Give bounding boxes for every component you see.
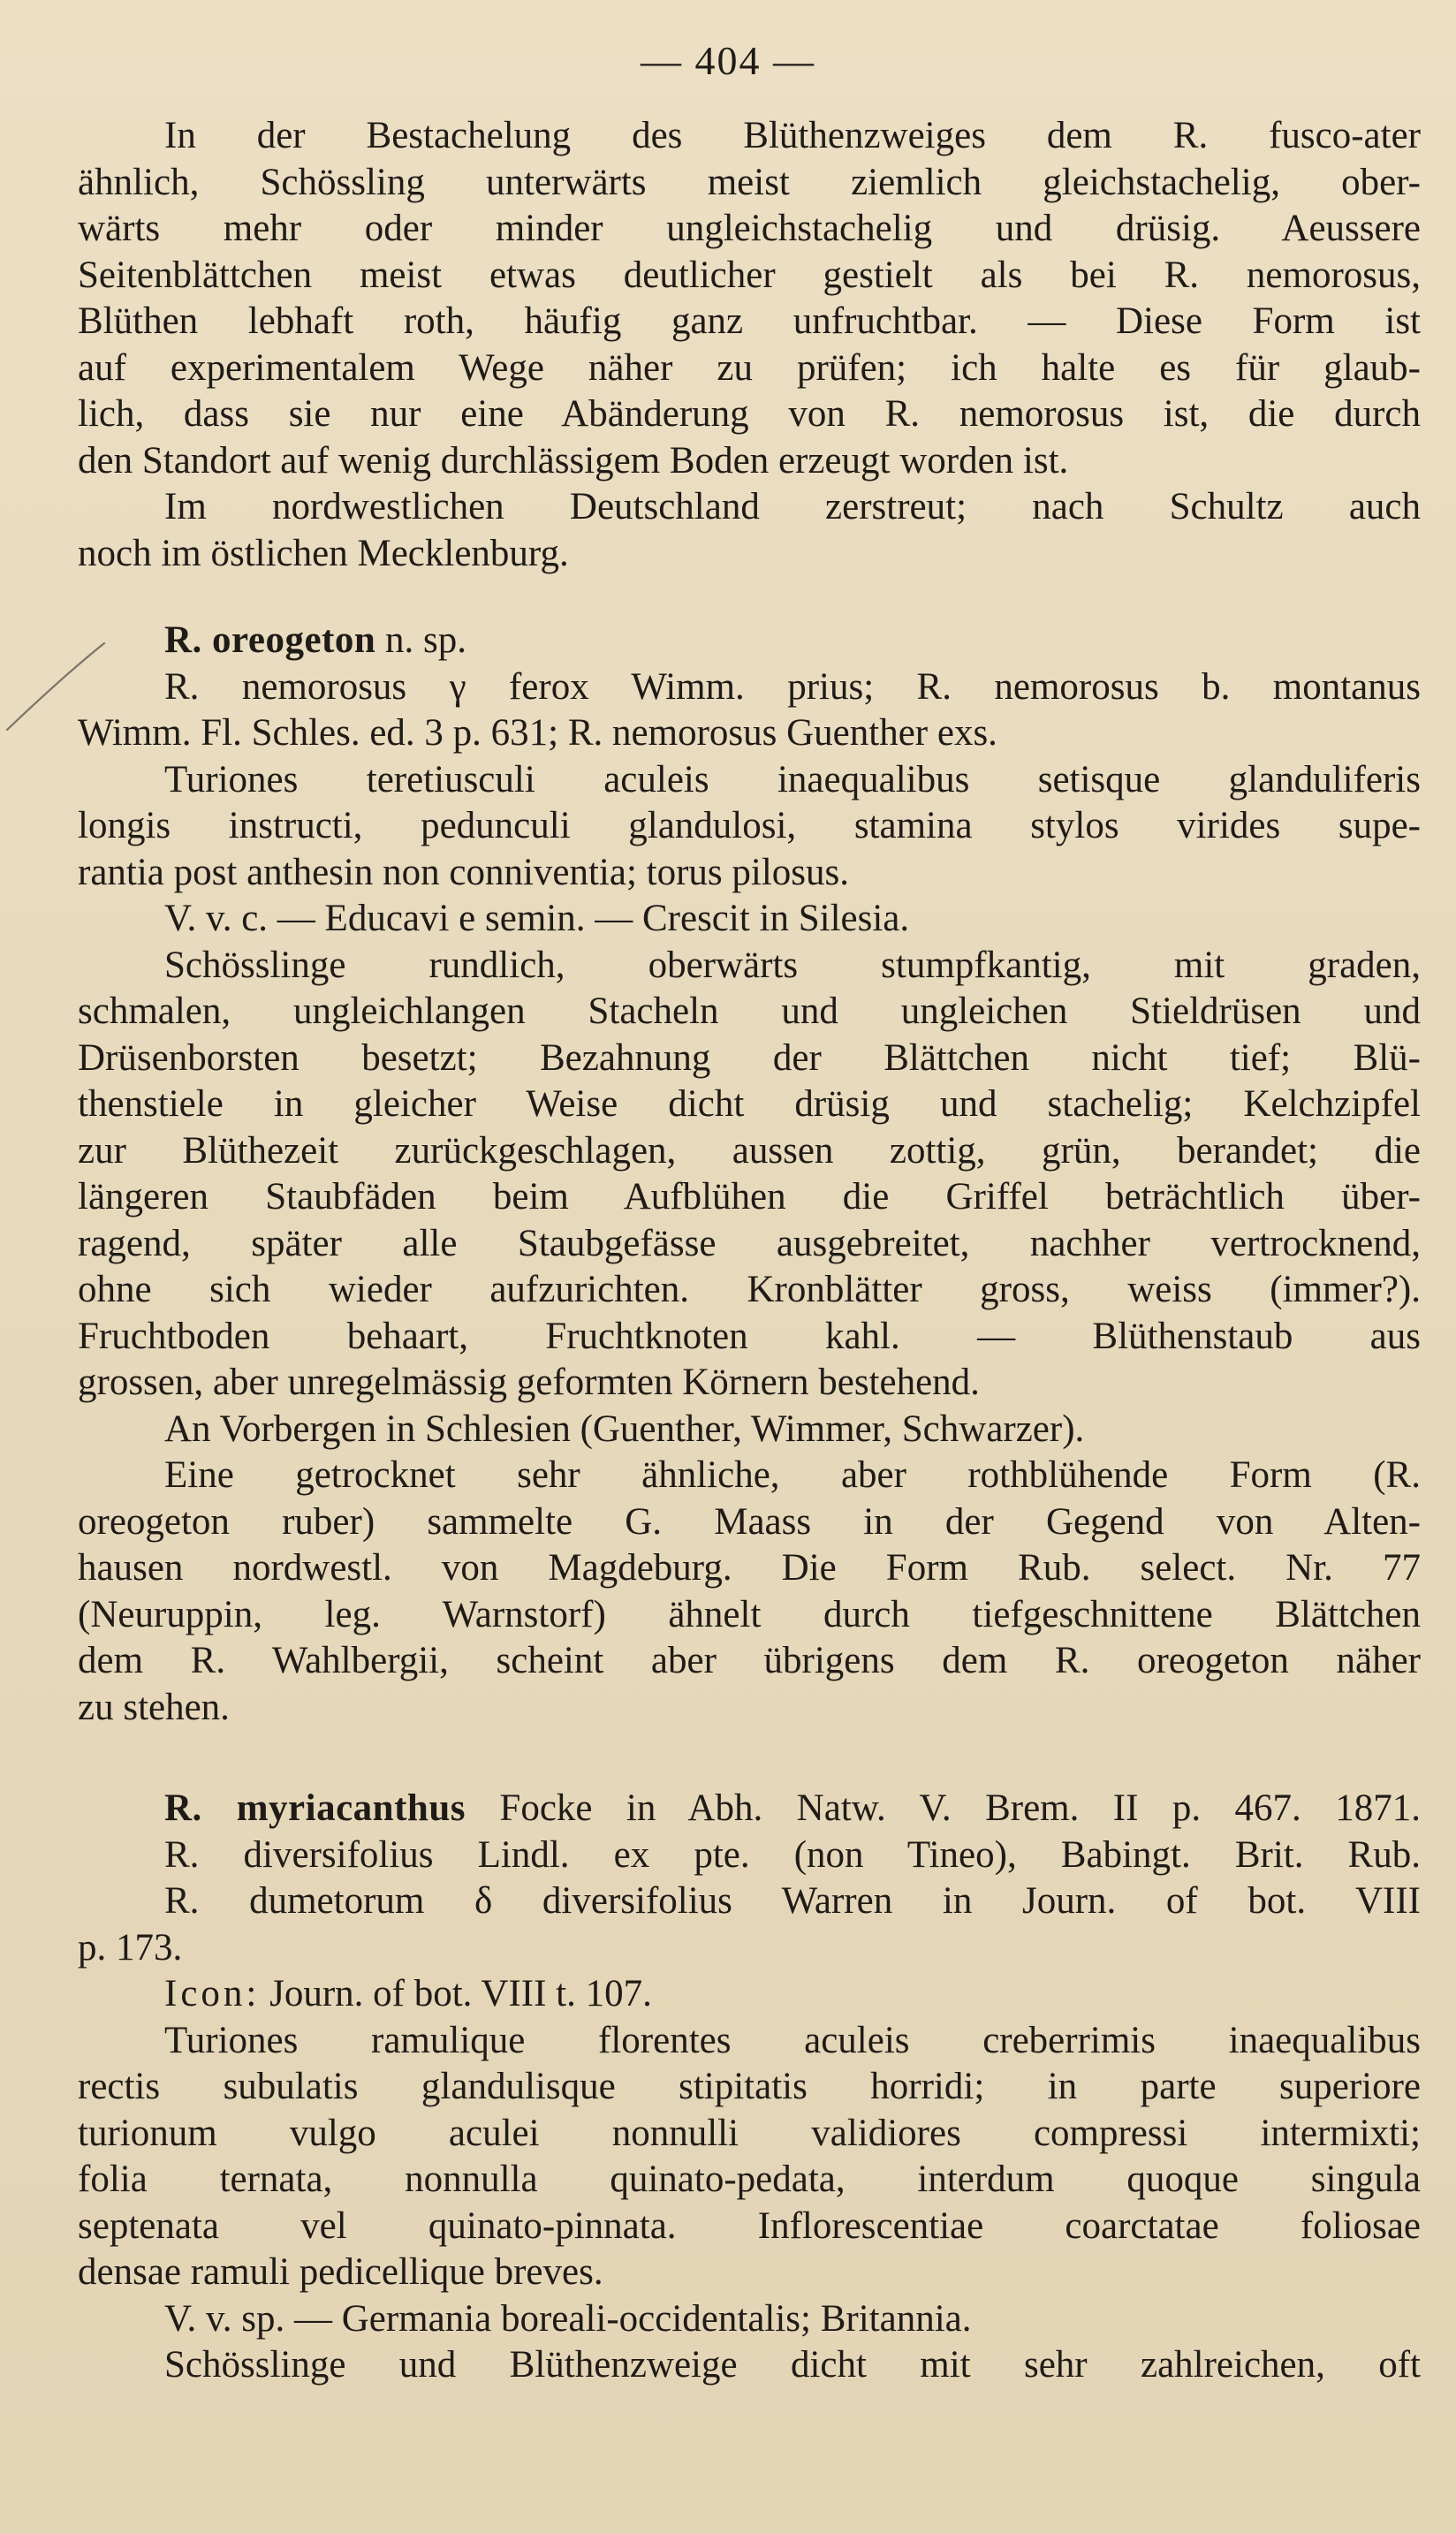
page-number: — 404 — <box>641 38 815 83</box>
species-entry-oreogeton <box>78 618 1421 1731</box>
latin-diagnosis-line: Turiones teretiusculi aculeis inaequalibus setisque glanduliferis <box>164 758 1421 800</box>
description-line: grossen, aber unregelmässig geformten Körnern bestehend. <box>78 1362 980 1403</box>
note-line: (Neuruppin, leg. Warnstorf) ähnelt durch tiefgeschnittene Blättchen <box>78 1593 1421 1635</box>
text-line: Im nordwestlichen Deutschland zerstreut; nach Schultz auch <box>164 486 1421 527</box>
synonym-line: R. diversifolius Lindl. ex pte. (non Tineo), Babingt. Brit. Rub. <box>164 1833 1421 1876</box>
species-name: R. oreogeton <box>164 619 376 661</box>
latin-diagnosis-line: rectis subulatis glandulisque stipitatis horridi; in parte superiore <box>78 2066 1421 2107</box>
synonym-line: p. 173. <box>78 1926 183 1969</box>
latin-diagnosis-line: rantia post anthesin non conniventia; torus pilosus. <box>78 851 850 893</box>
species-heading <box>78 1786 1421 1832</box>
latin-diagnosis-line: Turiones ramulique florentes aculeis creberrimis inaequalibus <box>164 2019 1421 2061</box>
icon-reference: Journ. of bot. VIII t. 107. <box>260 1973 652 2014</box>
icon-label: Icon: <box>164 1973 261 2014</box>
species-heading <box>78 618 1421 664</box>
synonym-line: R. dumetorum δ diversifolius Warren in Journ. of bot. VIII <box>164 1880 1421 1922</box>
text-line: auf experimentalem Wege näher zu prüfen; ich halte es für glaub- <box>78 346 1421 389</box>
latin-diagnosis-line: septenata vel quinato-pinnata. Inflorescentiae coarctatae foliosae <box>78 2204 1421 2247</box>
specimen-seen-line: V. v. c. — Educavi e semin. — Crescit in Silesia. <box>164 898 910 939</box>
note-line: oreogeton ruber) sammelte G. Maass in der Gegend von Alten- <box>78 1500 1421 1543</box>
text-line: ähnlich, Schössling unterwärts meist ziemlich gleichstachelig, ober- <box>78 161 1421 203</box>
synonym-line: Wimm. Fl. Schles. ed. 3 p. 631; R. nemorosus Guenther exs. <box>78 712 997 754</box>
habitat-line: An Vorbergen in Schlesien (Guenther, Wimmer, Schwarzer). <box>164 1407 1085 1450</box>
text-line: den Standort auf wenig durchlässigem Boden erzeugt worden ist. <box>78 439 1069 482</box>
text-line: Seitenblättchen meist etwas deutlicher gestielt als bei R. nemorosus, <box>78 254 1421 296</box>
text-line: lich, dass sie nur eine Abänderung von R. nemorosus ist, die durch <box>78 393 1421 435</box>
description-line: ohne sich wieder aufzurichten. Kronblätter gross, weiss (immer?). <box>78 1269 1421 1310</box>
description-line: Schösslinge und Blüthenzweige dicht mit sehr zahlreichen, oft <box>164 2344 1421 2386</box>
description-line: thenstiele in gleicher Weise dicht drüsig und stachelig; Kelchzipfel <box>78 1083 1421 1125</box>
note-line: Eine getrocknet sehr ähnliche, aber rothblühende Form (R. <box>164 1454 1421 1496</box>
icon-reference-line <box>78 1971 1421 2018</box>
text-line: In der Bestachelung des Blüthenzweiges dem R. fusco-ater <box>164 115 1421 156</box>
note-line: hausen nordwestl. von Magdeburg. Die Form Rub. select. Nr. 77 <box>78 1547 1421 1589</box>
latin-diagnosis-line: longis instructi, pedunculi glandulosi, stamina stylos virides supe- <box>78 805 1421 846</box>
description-line: Drüsenborsten besetzt; Bezahnung der Blättchen nicht tief; Blü- <box>78 1036 1421 1079</box>
note-line: zu stehen. <box>78 1686 230 1728</box>
latin-diagnosis-line: folia ternata, nonnulla quinato-pedata, interdum quoque singula <box>78 2158 1421 2200</box>
text-line: Blüthen lebhaft roth, häufig ganz unfruchtbar. — Diese Form ist <box>78 300 1421 342</box>
description-line: ragend, später alle Staubgefässe ausgebreitet, nachher vertrocknend, <box>78 1222 1421 1264</box>
description-line: längeren Staubfäden beim Aufblühen die Griffel beträchtlich über- <box>78 1176 1421 1218</box>
text-line: wärts mehr oder minder ungleichstachelig und drüsig. Aeussere <box>78 208 1421 249</box>
species-entry-myriacanthus <box>78 1786 1421 2389</box>
species-status: n. sp. <box>375 619 467 661</box>
specimen-seen-line: V. v. sp. — Germania boreali-occidentalis; Britannia. <box>164 2297 972 2340</box>
latin-diagnosis-line: densae ramuli pedicellique breves. <box>78 2251 603 2293</box>
description-line: Fruchtboden behaart, Fruchtknoten kahl. — Blüthenstaub aus <box>78 1315 1421 1357</box>
description-line: schmalen, ungleichlangen Stacheln und ungleichen Stieldrüsen und <box>78 990 1421 1032</box>
species-name: R. myriacanthus <box>164 1787 466 1829</box>
paragraph-distribution <box>78 484 1421 577</box>
synonym-line: R. nemorosus γ ferox Wimm. prius; R. nemorosus b. montanus <box>164 665 1421 708</box>
note-line: dem R. Wahlbergii, scheint aber übrigens dem R. oreogeton näher <box>78 1640 1421 1681</box>
text-body <box>78 113 1421 2389</box>
description-line: Schösslinge rundlich, oberwärts stumpfkantig, mit graden, <box>164 944 1421 986</box>
paragraph-rubus-form-description <box>78 113 1421 484</box>
latin-diagnosis-line: turionum vulgo aculei nonnulli validiores compressi intermixti; <box>78 2112 1421 2154</box>
text-line: noch im östlichen Mecklenburg. <box>78 532 569 574</box>
species-citation: Focke in Abh. Natw. V. Brem. II p. 467. 1871. <box>465 1787 1421 1829</box>
description-line: zur Blüthezeit zurückgeschlagen, aussen zottig, grün, berandet; die <box>78 1129 1421 1172</box>
